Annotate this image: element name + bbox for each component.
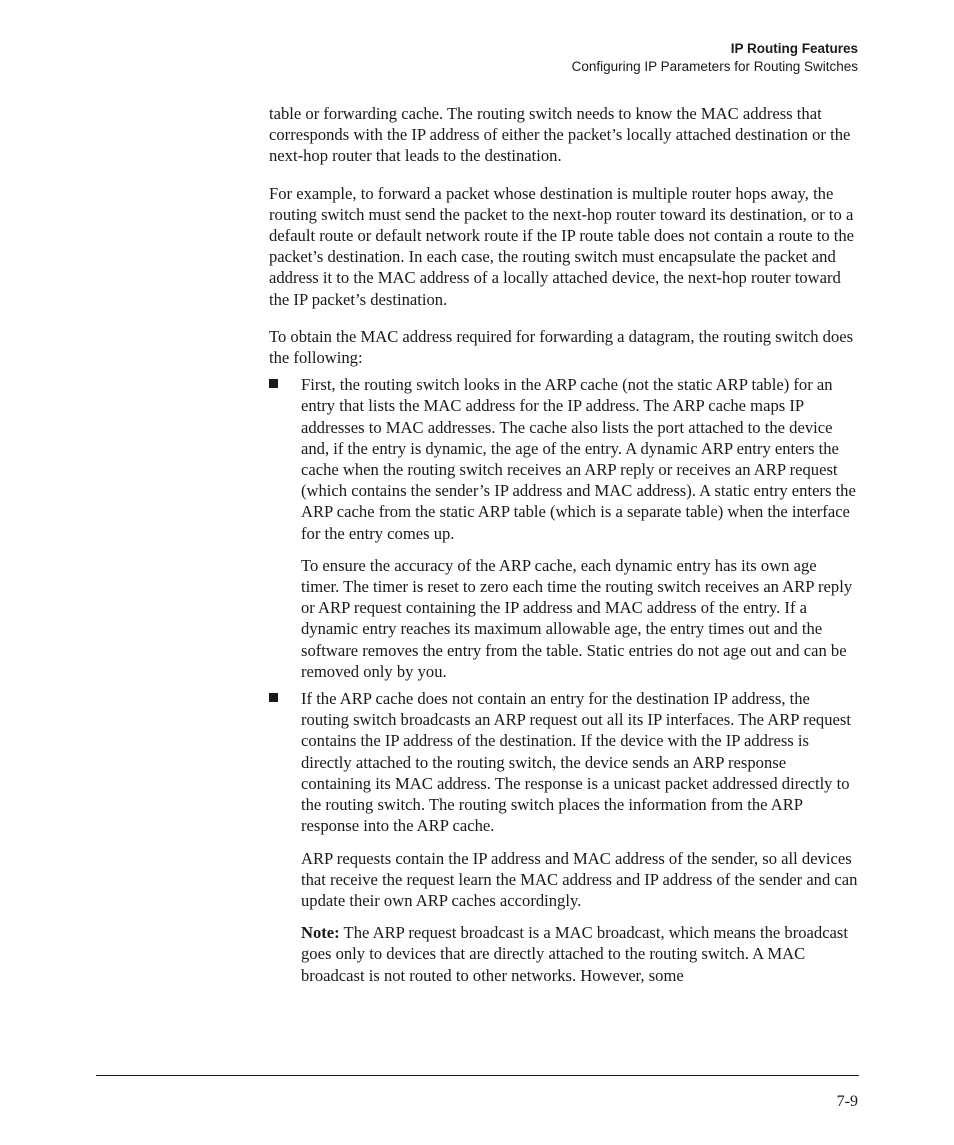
- note-label: Note:: [301, 923, 340, 943]
- footer-divider: [96, 1075, 859, 1076]
- bullet-list-item: [269, 374, 859, 682]
- bullet-text: If the ARP cache does not contain an entry for the destination IP address, the routing switch broadcasts an ARP request out all its IP interfaces. The ARP request contains the IP address of the destination. If the device with the IP address is directly attached to the routing switch, the device sends an ARP response containing its MAC address. The response is a unicast packet addressed directly to the routing switch. The routing switch places the information from the ARP response into the ARP cache.: [301, 689, 851, 836]
- square-bullet-icon: [269, 693, 278, 702]
- paragraph: table or forwarding cache. The routing switch needs to know the MAC address that corresponds with the IP address of either the packet’s locally attached destination or the next-hop router that leads to the destination.: [269, 104, 851, 166]
- paragraph: To obtain the MAC address required for forwarding a datagram, the routing switch does the following:: [269, 326, 854, 368]
- running-header: [572, 40, 858, 76]
- square-bullet-icon: [269, 379, 278, 388]
- bullet-followup-text: To ensure the accuracy of the ARP cache, each dynamic entry has its own age timer. The timer is reset to zero each time the routing switch receives an ARP reply or ARP request containing the IP address and MAC address of the entry. If a dynamic entry reaches its maximum allowable age, the entry times out and the software removes the entry from the table. Static entries do not age out and can be removed only by you.: [301, 555, 853, 681]
- main-content: [269, 103, 859, 992]
- note-text: The ARP request broadcast is a MAC broadcast, which means the broadcast goes only to devices that are directly attached to the routing switch. A MAC broadcast is not routed to other networks. However, some: [301, 923, 848, 985]
- paragraph: For example, to forward a packet whose destination is multiple router hops away, the routing switch must send the packet to the next-hop router toward its destination, or to a default route or default network route if the IP route table does not contain a route to the packet’s destination. In each case, the routing switch must encapsulate the packet and address it to the MAC address of a locally attached device, the next-hop router toward the IP packet’s destination.: [269, 183, 855, 309]
- bullet-followup-text: ARP requests contain the IP address and MAC address of the sender, so all devices that receive the request learn the MAC address and IP address of the sender and can update their own ARP caches accordingly.: [301, 848, 858, 910]
- bullet-text: First, the routing switch looks in the ARP cache (not the static ARP table) for an entry that lists the MAC address for the IP address. The ARP cache maps IP addresses to MAC addresses. The cache also lists the port attached to the device and, if the entry is dynamic, the age of the entry. A dynamic ARP entry enters the cache when the routing switch receives an ARP reply or receives an ARP request (which contains the sender’s IP address and MAC address). A static entry enters the ARP cache from the static ARP table (which is a separate table) when the interface for the entry comes up.: [301, 375, 856, 543]
- page-number: 7-9: [836, 1093, 858, 1110]
- section-title: IP Routing Features: [730, 41, 858, 56]
- bullet-list-item: [269, 688, 859, 986]
- note-paragraph: [301, 922, 859, 986]
- subsection-title: Configuring IP Parameters for Routing Switches: [571, 59, 858, 74]
